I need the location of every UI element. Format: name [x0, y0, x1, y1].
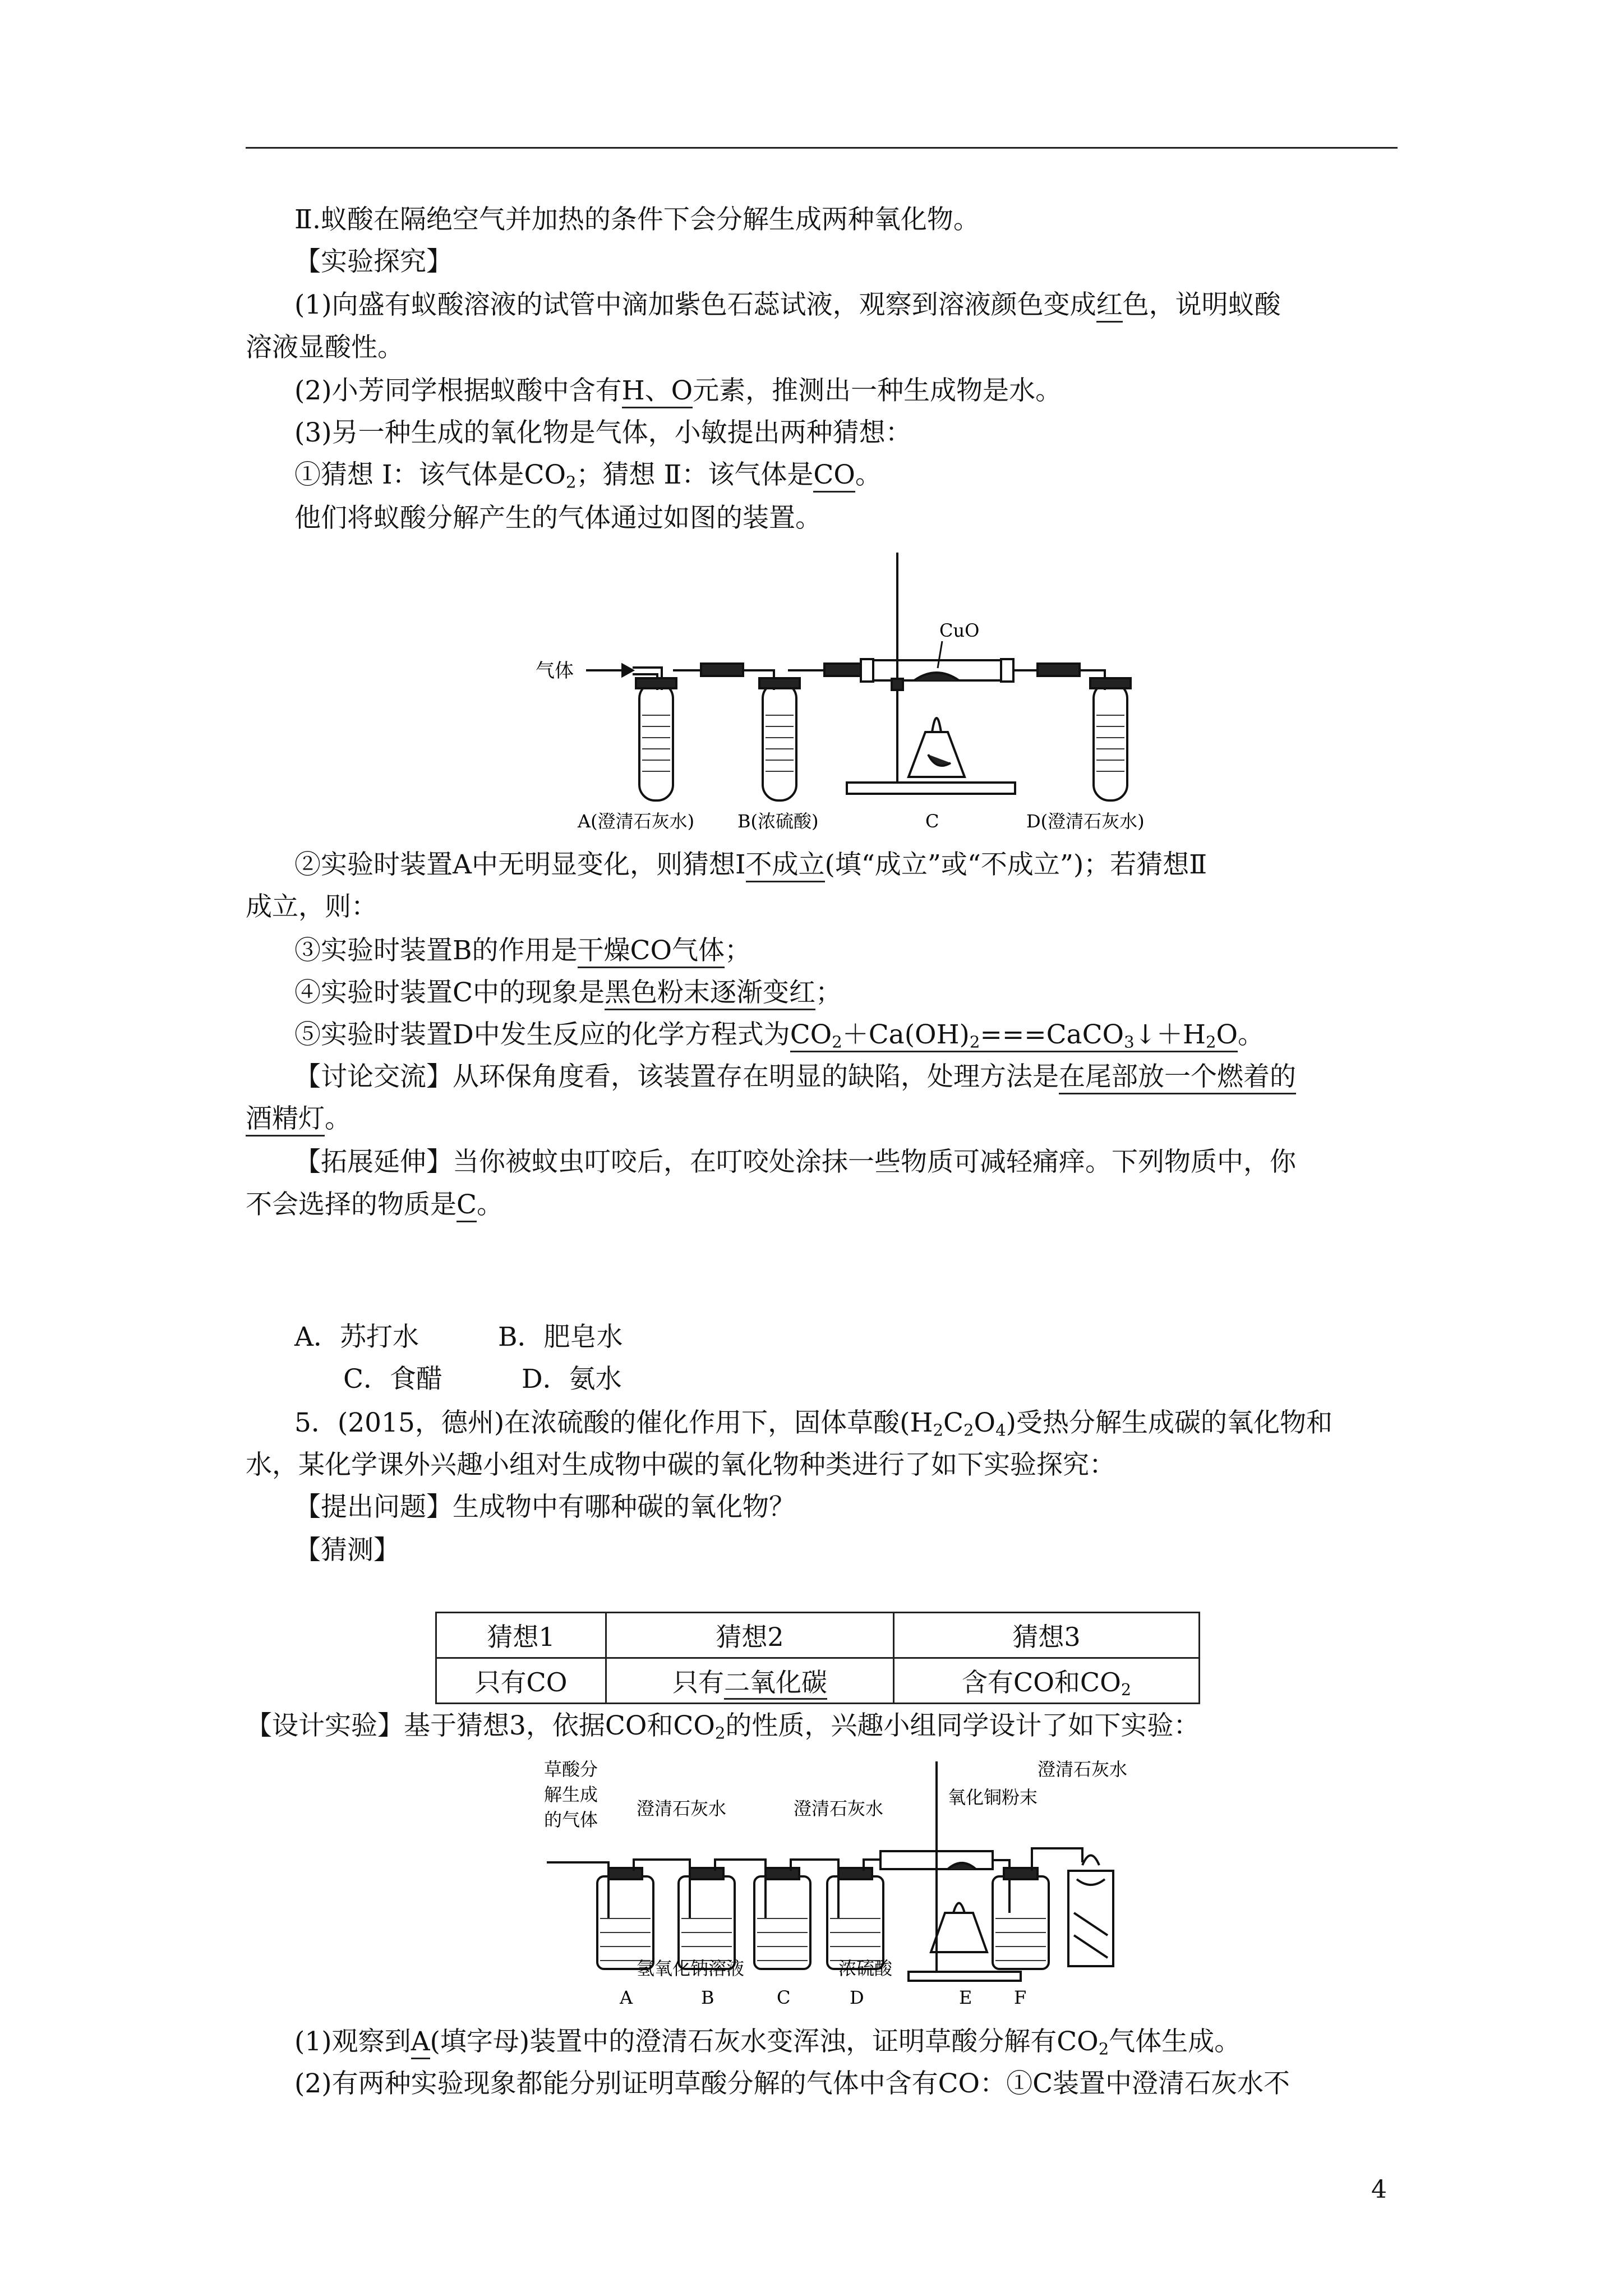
table-cell: 猜想3	[894, 1613, 1200, 1658]
label-b: B	[701, 1987, 714, 2008]
option-line: A．苏打水 B．肥皂水	[294, 1322, 623, 1352]
gas-label: 草酸分	[544, 1759, 598, 1780]
header-rule	[246, 147, 1398, 149]
apparatus-diagram-2	[544, 1750, 1178, 2014]
label-a: A(澄清石灰水)	[578, 811, 695, 832]
label-b: B(浓硫酸)	[737, 811, 819, 832]
label-f: F	[1014, 1987, 1027, 2008]
text-line: 【拓展延伸】当你被蚊虫叮咬后，在叮咬处涂抹一些物质可减轻痛痒。下列物质中，你	[294, 1147, 1296, 1177]
text-line: 水，某化学课外兴趣小组对生成物中碳的氧化物种类进行了如下实验探究：	[246, 1450, 1115, 1480]
answer-blank: 不成立	[746, 849, 825, 882]
answer-blank: A	[411, 2026, 430, 2059]
text-line: (2)小芳同学根据蚁酸中含有H、O元素，推测出一种生成物是水。	[294, 373, 1062, 409]
label-e: E	[959, 1987, 972, 2008]
question-5: 5．(2015，德州)在浓硫酸的催化作用下，固体草酸$(H_2C_2O_4)$受热分解生成碳的氧化物和	[294, 1407, 1332, 1440]
table-cell: 猜想2	[606, 1613, 894, 1658]
answer-blank: 酒精灯	[246, 1103, 325, 1137]
text-line: 【讨论交流】从环保角度看，该装置存在明显的缺陷，处理方法是在尾部放一个燃着的	[294, 1059, 1296, 1095]
apparatus-diagram-1	[533, 536, 1195, 839]
answer-blank: 二氧化碳	[724, 1667, 827, 1700]
table-cell: 只有二氧化碳	[606, 1658, 894, 1704]
label-d: D(澄清石灰水)	[1026, 811, 1145, 832]
text-line: (2)有两种实验现象都能分别证明草酸分解的气体中含有CO：①C装置中澄清石灰水不	[294, 2068, 1290, 2099]
label-d: D	[850, 1987, 864, 2008]
table-cell: 只有CO	[436, 1658, 606, 1704]
text-line: ①猜想 Ⅰ：该气体是$CO_2$；猜想 Ⅱ：该气体是CO。	[294, 459, 882, 492]
section-heading: 【实验探究】	[294, 246, 453, 277]
answer-blank: 在尾部放一个燃着的	[1059, 1061, 1296, 1094]
table-row	[436, 1658, 1200, 1704]
gas-label: 气体	[536, 660, 574, 682]
text-line: 【提出问题】生成物中有哪种碳的氧化物？	[294, 1492, 795, 1522]
gas-label: 的气体	[544, 1809, 598, 1830]
text-line: 他们将蚁酸分解产生的气体通过如图的装置。	[294, 503, 822, 533]
text-line: Ⅱ.蚁酸在隔绝空气并加热的条件下会分解生成两种氧化物。	[294, 204, 980, 235]
label-c: C	[777, 1987, 791, 2008]
text-line: ③实验时装置B的作用是干燥CO气体；	[294, 933, 751, 969]
lime-label: 澄清石灰水	[1038, 1759, 1128, 1780]
text-line: (3)另一种生成的氧化物是气体，小敏提出两种猜想：	[294, 417, 912, 448]
table-cell: 猜想1	[436, 1613, 606, 1658]
table-row	[436, 1613, 1200, 1658]
answer-blank: 红	[1096, 289, 1123, 323]
table-cell: 含有CO和$CO_2$	[894, 1658, 1200, 1704]
section-heading: 【猜测】	[294, 1535, 400, 1566]
gas-label: 解生成	[544, 1784, 598, 1805]
text-line: 不会选择的物质是C。	[246, 1187, 503, 1223]
answer-blank: 黑色粉末逐渐变红	[605, 977, 815, 1010]
lime-label: 澄清石灰水	[794, 1798, 884, 1819]
naoh-label: 氢氧化钠溶液	[637, 1958, 745, 1979]
text-line: 【设计实验】基于猜想3，依据CO和$CO_2$的性质，兴趣小组同学设计了如下实验：	[246, 1710, 1200, 1743]
hypothesis-table	[435, 1612, 1200, 1704]
answer-blank: $CO_2+Ca(OH)_2===CaCO_3↓+H_2O$	[790, 1019, 1238, 1052]
lime-label: 澄清石灰水	[637, 1798, 727, 1819]
cuo-label: 氧化铜粉末	[948, 1787, 1038, 1808]
label-c: C	[925, 811, 939, 832]
page-number: 4	[1371, 2175, 1387, 2204]
h2so4-label: 浓硫酸	[838, 1958, 893, 1979]
text-line: 成立，则：	[246, 891, 377, 922]
text-line: ⑤实验时装置D中发生反应的化学方程式为$CO_2+Ca(OH)_2===CaCO_3↓+H_2O$。	[294, 1019, 1265, 1052]
label-a: A	[620, 1987, 633, 2008]
text-line: ④实验时装置C中的现象是黑色粉末逐渐变红；	[294, 975, 842, 1011]
text-line: 溶液显酸性。	[246, 332, 404, 363]
answer-blank: H、O	[622, 375, 693, 408]
option-line: C．食醋 D．氨水	[343, 1364, 622, 1395]
cuo-label: CuO	[939, 620, 980, 641]
text-line: 酒精灯。	[246, 1101, 351, 1137]
answer-blank: CO	[813, 459, 855, 493]
text-line: (1)观察到A(填字母)装置中的澄清石灰水变浑浊，证明草酸分解有$CO_2$气体生成。	[294, 2026, 1241, 2059]
text-line: ②实验时装置A中无明显变化，则猜想Ⅰ不成立(填“成立”或“不成立”)；若猜想Ⅱ	[294, 847, 1207, 883]
text-line: (1)向盛有蚁酸溶液的试管中滴加紫色石蕊试液，观察到溶液颜色变成红色，说明蚁酸	[294, 287, 1281, 323]
answer-blank: C	[457, 1189, 477, 1222]
answer-blank: 干燥CO气体	[578, 935, 725, 968]
